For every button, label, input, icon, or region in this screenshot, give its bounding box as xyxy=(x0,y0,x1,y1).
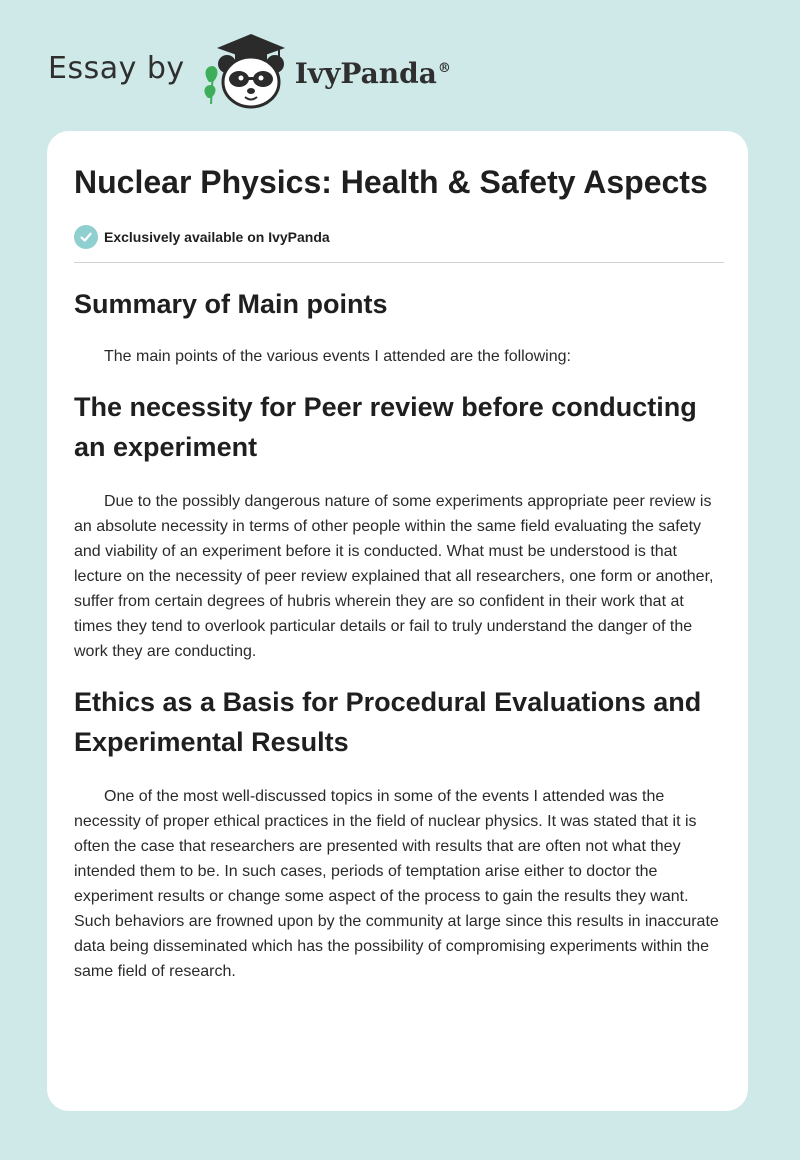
ivypanda-logo-link[interactable] xyxy=(199,30,451,110)
section-heading: Summary of Main points xyxy=(74,289,388,319)
section-paragraph: One of the most well-discussed topics in some of the events I attended was the necessity of proper ethical practices in the field of nuclear physics. It was stated that it is often the case that researchers are presented with results that are often not what they intended them to be. In such cases, periods of temptation arise either to doctor the experiment results or change some aspect of the process to gain the results they want. Such behaviors are frowned upon by the community at large since this results in inaccurate data being disseminated which has the possibility of compromising experiments within the same field of research. xyxy=(74,788,719,980)
check-icon xyxy=(74,225,98,249)
section-heading: Ethics as a Basis for Procedural Evaluations and Experimental Results xyxy=(74,687,702,757)
exclusive-badge-text: Exclusively available on IvyPanda xyxy=(104,229,330,245)
title-divider xyxy=(74,262,724,263)
section-ethics xyxy=(74,682,724,984)
exclusive-badge xyxy=(74,225,724,249)
brand-prefix: Essay by xyxy=(48,50,185,86)
section-paragraph: The main points of the various events I attended are the following: xyxy=(104,348,571,365)
article-card xyxy=(47,131,748,1111)
panda-mascot-icon xyxy=(199,30,291,110)
site-header xyxy=(48,30,451,110)
section-paragraph: Due to the possibly dangerous nature of some experiments appropriate peer review is an absolute necessity in terms of other people within the same field evaluating the safety and viability of an experiment before it is conducted. What must be understood is that lecture on the necessity of peer review explained that all researchers, one form or another, suffer from certain degrees of hubris wherein they are so confident in their work that at times they tend to overlook particular details or fail to truly understand the danger of the work they are conducting. xyxy=(74,493,714,660)
section-peer-review xyxy=(74,387,724,664)
section-summary xyxy=(74,284,724,369)
section-heading: The necessity for Peer review before conducting an experiment xyxy=(74,392,697,462)
brand-name: IvyPanda® xyxy=(294,56,451,90)
article-content xyxy=(74,161,724,984)
article-title: Nuclear Physics: Health & Safety Aspects xyxy=(74,164,708,200)
